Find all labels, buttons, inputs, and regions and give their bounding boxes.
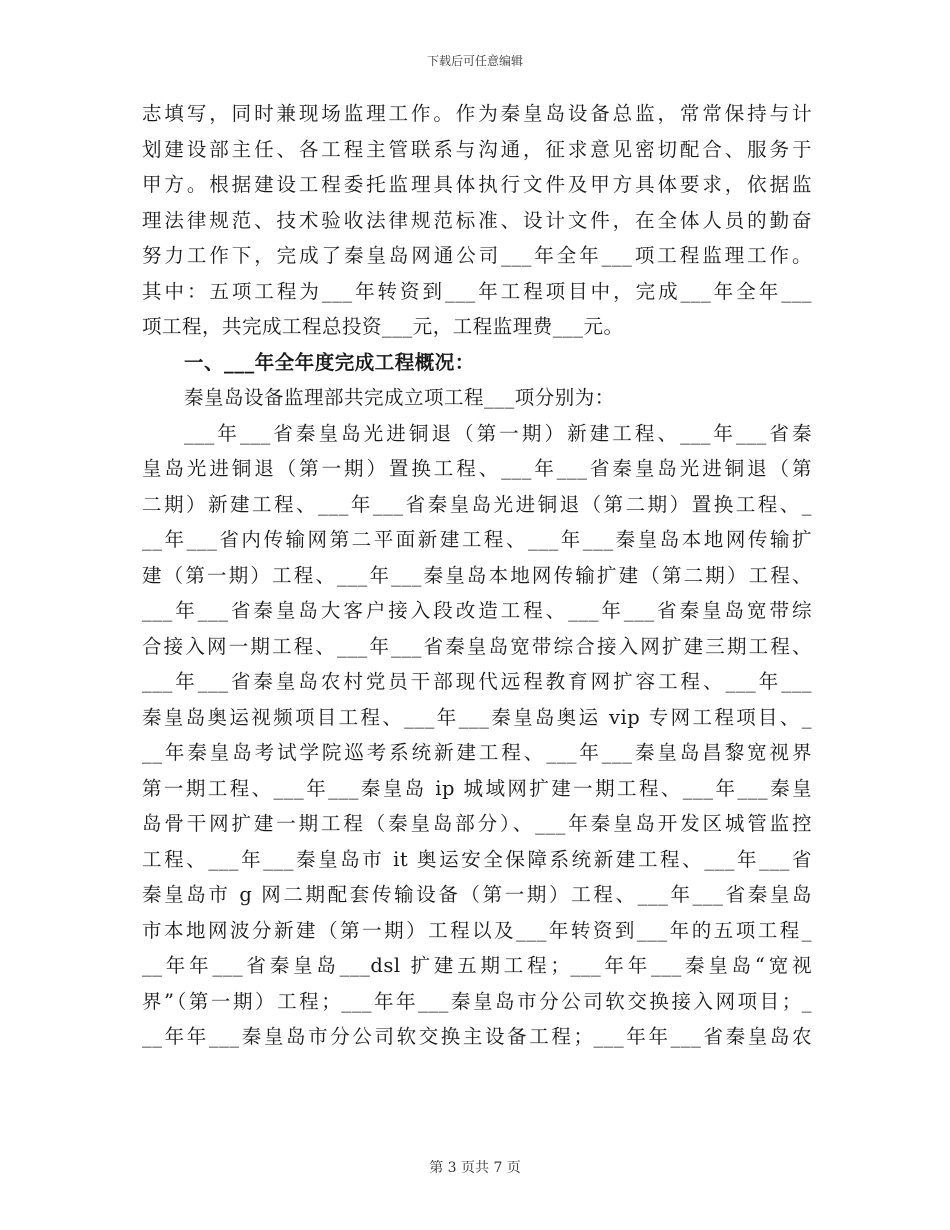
text-line: 建（第一期）工程、___年___秦皇岛本地网传输扩建（第二期）工程、 [142, 563, 812, 587]
document-body [142, 96, 812, 1055]
text-line: __年年___省秦皇岛___dsl 扩建五期工程；___年年___秦皇岛“宽视 [142, 954, 812, 977]
text-line: __年秦皇岛考试学院巡考系统新建工程、___年___秦皇岛昌黎宽视界 [142, 741, 812, 764]
text-line: 岛骨干网扩建一期工程（秦皇岛部分）、___年秦皇岛开发区城管监控 [142, 812, 812, 835]
section-heading: 一、___年全年度完成工程概况： [184, 350, 475, 374]
text-line: 项工程，共完成工程总投资___元，工程监理费___元。 [142, 315, 624, 338]
text-line: 划建设部主任、各工程主管联系与沟通，征求意见密切配合、服务于 [142, 137, 812, 161]
text-line: ___年___省秦皇岛大客户接入段改造工程、___年___省秦皇岛宽带综 [142, 599, 812, 622]
page-footer: 第 3 页共 7 页 [429, 1160, 521, 1176]
text-line: 努力工作下，完成了秦皇岛网通公司___年全年___项工程监理工作。 [142, 244, 812, 267]
text-line: 甲方。根据建设工程委托监理具体执行文件及甲方具体要求，依据监 [142, 173, 812, 196]
text-line: 其中：五项工程为___年转资到___年工程项目中，完成___年全年___ [142, 279, 812, 303]
text-line: 志填写，同时兼现场监理工作。作为秦皇岛设备总监，常常保持与计 [142, 102, 812, 125]
text-line: ___年___省秦皇岛光进铜退（第一期）新建工程、___年___省秦 [184, 421, 812, 445]
page-header: 下载后可任意编辑 [426, 54, 523, 68]
text-line: 理法律规范、技术验收法律规范标准、设计文件，在全体人员的勤奋 [142, 208, 812, 232]
text-line: 工程、___年___秦皇岛市 it 奥运安全保障系统新建工程、___年___省 [142, 847, 812, 871]
text-line: 秦皇岛市 g 网二期配套传输设备（第一期）工程、___年___省秦皇岛 [142, 883, 812, 906]
text-line: 第一期工程、___年___秦皇岛 ip 城域网扩建一期工程、___年___秦皇 [142, 776, 812, 800]
text-line: 界”（第一期）工程；___年年___秦皇岛市分公司软交换接入网项目；_ [142, 989, 812, 1013]
text-line: 秦皇岛设备监理部共完成立项工程___项分别为： [184, 386, 615, 409]
text-line: ___年___省秦皇岛农村党员干部现代远程教育网扩容工程、___年___ [142, 670, 812, 693]
text-line: 合接入网一期工程、___年___省秦皇岛宽带综合接入网扩建三期工程、 [142, 634, 812, 658]
text-line: 皇岛光进铜退（第一期）置换工程、___年___省秦皇岛光进铜退（第 [142, 457, 812, 480]
text-line: 二期）新建工程、___年___省秦皇岛光进铜退（第二期）置换工程、_ [142, 492, 812, 516]
text-line: 秦皇岛奥运视频项目工程、___年___秦皇岛奥运 vip 专网工程项目、_ [142, 705, 812, 729]
text-line: 市本地网波分新建（第一期）工程以及___年转资到___年的五项工程_ [142, 918, 812, 942]
text-line: __年___省内传输网第二平面新建工程、___年___秦皇岛本地网传输扩 [142, 528, 812, 551]
text-line: __年年___秦皇岛市分公司软交换主设备工程；___年年___省秦皇岛农 [142, 1025, 812, 1048]
